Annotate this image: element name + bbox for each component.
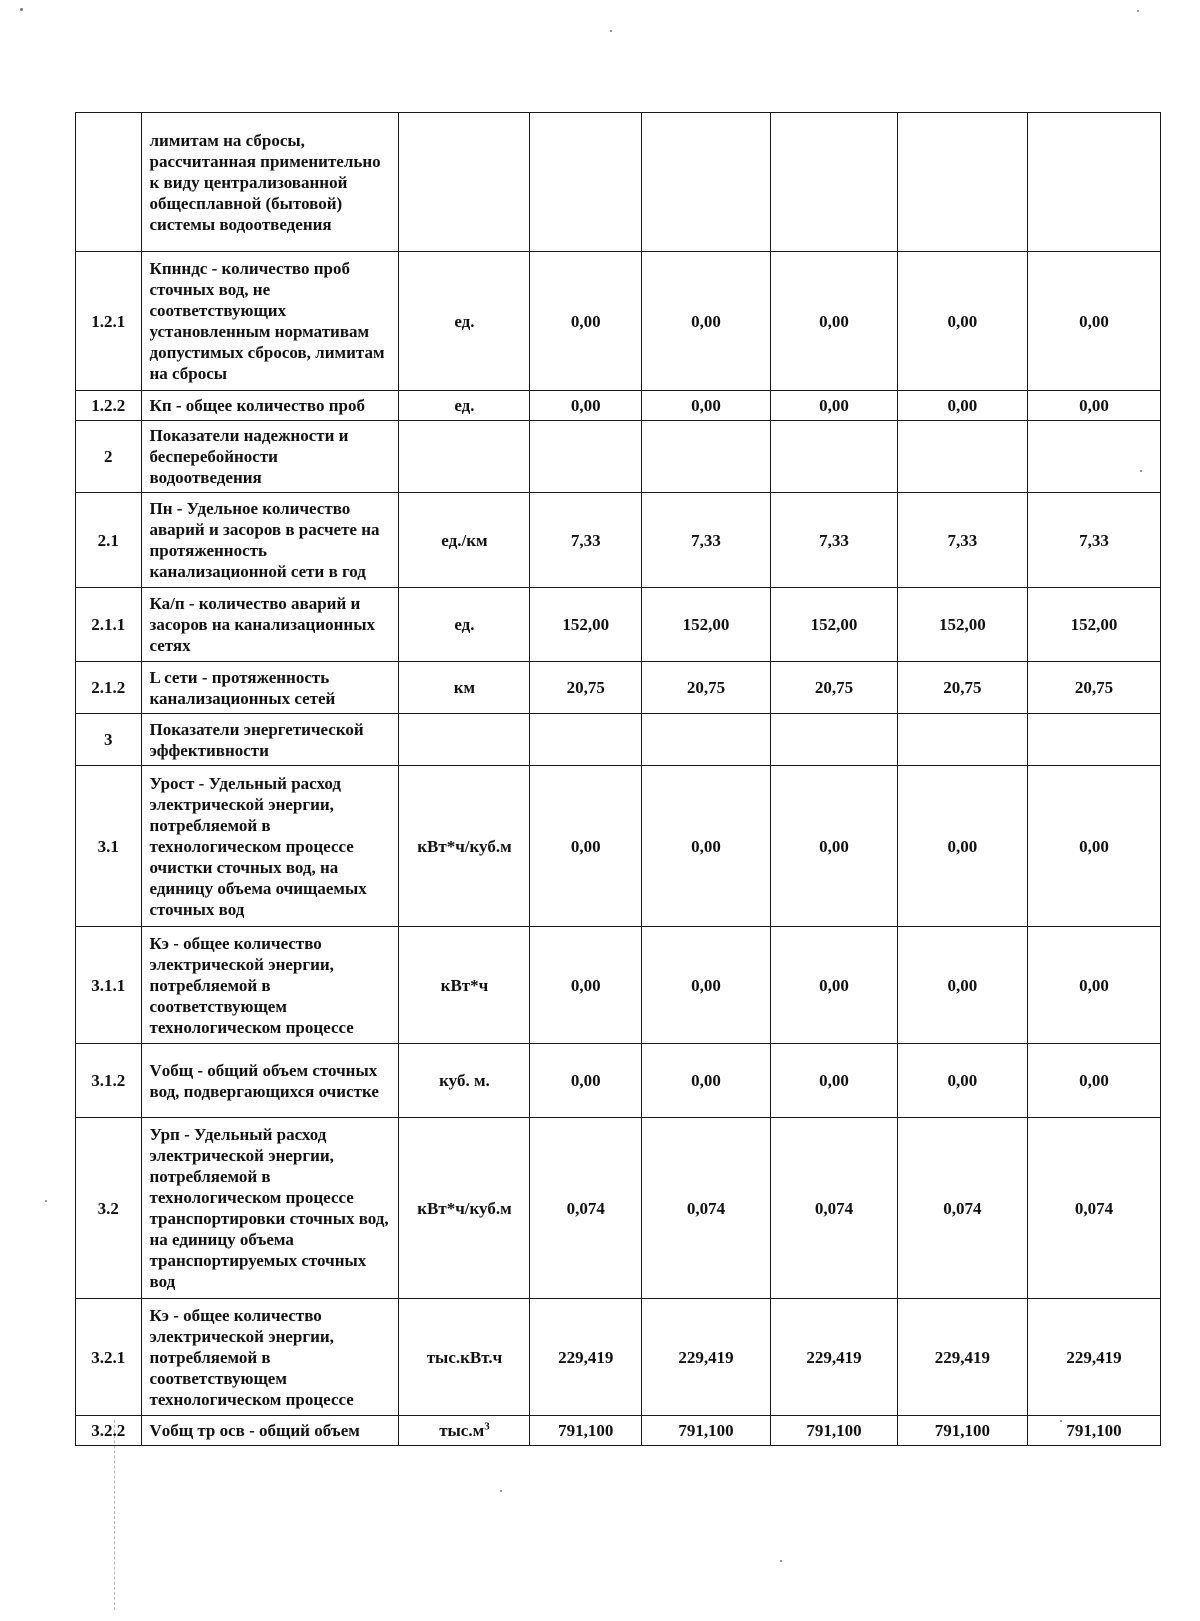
indicator-name: Кпнндс - количество проб сточных вод, не соответствующих установленным нормативам допустимых сбросов, лимитам на сбросы bbox=[141, 252, 399, 391]
value-cell: 0,00 bbox=[642, 1044, 771, 1118]
value-cell: 0,074 bbox=[642, 1118, 771, 1299]
unit-cell: ед. bbox=[399, 391, 530, 421]
value-cell: 7,33 bbox=[530, 493, 642, 588]
scan-artifact-line bbox=[114, 1420, 115, 1610]
table-row bbox=[76, 1044, 1161, 1118]
value-cell bbox=[897, 113, 1027, 252]
value-cell bbox=[1027, 421, 1160, 493]
value-cell: 229,419 bbox=[1027, 1299, 1160, 1416]
value-cell: 0,00 bbox=[642, 252, 771, 391]
indicator-name: Кп - общее количество проб bbox=[141, 391, 399, 421]
value-cell bbox=[770, 421, 897, 493]
value-cell: 229,419 bbox=[530, 1299, 642, 1416]
value-cell: 152,00 bbox=[530, 588, 642, 662]
unit-cell: кВт*ч/куб.м bbox=[399, 1118, 530, 1299]
unit-cell bbox=[399, 1416, 530, 1446]
indicator-name: Ка/п - количество аварий и засоров на канализационных сетях bbox=[141, 588, 399, 662]
table-row bbox=[76, 662, 1161, 714]
value-cell bbox=[1027, 714, 1160, 766]
indicator-name: Показатели энергетической эффективности bbox=[141, 714, 399, 766]
value-cell bbox=[642, 113, 771, 252]
row-number: 3.2 bbox=[76, 1118, 142, 1299]
row-number: 3.2.1 bbox=[76, 1299, 142, 1416]
indicator-name: Vобщ - общий объем сточных вод, подвергающихся очистке bbox=[141, 1044, 399, 1118]
value-cell: 0,00 bbox=[1027, 1044, 1160, 1118]
indicator-name: Урп - Удельный расход электрической энергии, потребляемой в технологическом процессе транспортировки сточных вод, на единицу объема транспортируемых сточных вод bbox=[141, 1118, 399, 1299]
value-cell: 0,00 bbox=[770, 1044, 897, 1118]
unit-cell: км bbox=[399, 662, 530, 714]
unit-cell bbox=[399, 113, 530, 252]
value-cell bbox=[770, 113, 897, 252]
value-cell: 0,00 bbox=[1027, 252, 1160, 391]
value-cell bbox=[770, 714, 897, 766]
value-cell: 791,100 bbox=[897, 1416, 1027, 1446]
table-row bbox=[76, 588, 1161, 662]
value-cell: 7,33 bbox=[770, 493, 897, 588]
unit-cell bbox=[399, 714, 530, 766]
indicator-name: Vобщ тр осв - общий объем bbox=[141, 1416, 399, 1446]
value-cell: 0,00 bbox=[530, 766, 642, 927]
value-cell: 152,00 bbox=[1027, 588, 1160, 662]
scan-speck bbox=[1137, 10, 1139, 12]
value-cell: 791,100 bbox=[530, 1416, 642, 1446]
value-cell: 0,00 bbox=[642, 927, 771, 1044]
scan-speck bbox=[500, 1490, 502, 1492]
row-number: 3 bbox=[76, 714, 142, 766]
table-row bbox=[76, 421, 1161, 493]
unit-cell: кВт*ч bbox=[399, 927, 530, 1044]
value-cell: 229,419 bbox=[642, 1299, 771, 1416]
value-cell bbox=[642, 714, 771, 766]
value-cell: 0,00 bbox=[530, 1044, 642, 1118]
value-cell: 7,33 bbox=[897, 493, 1027, 588]
row-number: 2 bbox=[76, 421, 142, 493]
row-number: 2.1 bbox=[76, 493, 142, 588]
unit-cell: куб. м. bbox=[399, 1044, 530, 1118]
value-cell: 0,00 bbox=[770, 927, 897, 1044]
scan-speck bbox=[45, 1200, 47, 1202]
row-number bbox=[76, 113, 142, 252]
unit-cell: тыс.кВт.ч bbox=[399, 1299, 530, 1416]
value-cell bbox=[1027, 113, 1160, 252]
scan-speck bbox=[20, 8, 23, 11]
table-row bbox=[76, 493, 1161, 588]
table-row bbox=[76, 391, 1161, 421]
value-cell: 0,074 bbox=[897, 1118, 1027, 1299]
indicators-table bbox=[75, 112, 1161, 1446]
unit-base: тыс.м bbox=[439, 1421, 485, 1440]
row-number: 2.1.2 bbox=[76, 662, 142, 714]
value-cell: 0,00 bbox=[897, 391, 1027, 421]
value-cell: 0,00 bbox=[1027, 766, 1160, 927]
indicator-name: лимитам на сбросы, рассчитанная применительно к виду централизованной общесплавной (бытовой) системы водоотведения bbox=[141, 113, 399, 252]
value-cell: 152,00 bbox=[770, 588, 897, 662]
table-row bbox=[76, 1299, 1161, 1416]
value-cell: 229,419 bbox=[770, 1299, 897, 1416]
value-cell: 0,00 bbox=[1027, 927, 1160, 1044]
value-cell bbox=[530, 714, 642, 766]
value-cell: 0,00 bbox=[1027, 391, 1160, 421]
indicator-name: Показатели надежности и бесперебойности водоотведения bbox=[141, 421, 399, 493]
value-cell: 791,100 bbox=[642, 1416, 771, 1446]
value-cell: 0,00 bbox=[642, 766, 771, 927]
value-cell bbox=[642, 421, 771, 493]
value-cell bbox=[530, 113, 642, 252]
value-cell: 0,00 bbox=[897, 927, 1027, 1044]
row-number: 3.2.2 bbox=[76, 1416, 142, 1446]
unit-superscript: 3 bbox=[484, 1420, 490, 1433]
value-cell bbox=[897, 714, 1027, 766]
table-row bbox=[76, 1118, 1161, 1299]
value-cell: 0,00 bbox=[530, 927, 642, 1044]
value-cell: 20,75 bbox=[770, 662, 897, 714]
value-cell: 0,00 bbox=[642, 391, 771, 421]
value-cell: 791,100 bbox=[1027, 1416, 1160, 1446]
table-row bbox=[76, 714, 1161, 766]
scan-speck bbox=[780, 1560, 782, 1562]
table-row bbox=[76, 252, 1161, 391]
value-cell: 0,074 bbox=[530, 1118, 642, 1299]
value-cell: 0,00 bbox=[897, 766, 1027, 927]
value-cell: 0,00 bbox=[897, 1044, 1027, 1118]
row-number: 1.2.2 bbox=[76, 391, 142, 421]
value-cell: 7,33 bbox=[1027, 493, 1160, 588]
value-cell: 0,00 bbox=[530, 391, 642, 421]
row-number: 1.2.1 bbox=[76, 252, 142, 391]
value-cell: 152,00 bbox=[642, 588, 771, 662]
table-row bbox=[76, 766, 1161, 927]
row-number: 2.1.1 bbox=[76, 588, 142, 662]
indicator-name: Пн - Удельное количество аварий и засоров в расчете на протяженность канализационной сети в год bbox=[141, 493, 399, 588]
value-cell: 7,33 bbox=[642, 493, 771, 588]
value-cell: 0,074 bbox=[1027, 1118, 1160, 1299]
row-number: 3.1 bbox=[76, 766, 142, 927]
unit-cell: ед./км bbox=[399, 493, 530, 588]
indicator-name: Кэ - общее количество электрической энергии, потребляемой в соответствующем технологическом процессе bbox=[141, 1299, 399, 1416]
scan-speck bbox=[610, 30, 612, 32]
unit-cell: ед. bbox=[399, 588, 530, 662]
value-cell: 0,00 bbox=[770, 252, 897, 391]
unit-cell: ед. bbox=[399, 252, 530, 391]
value-cell: 152,00 bbox=[897, 588, 1027, 662]
value-cell: 229,419 bbox=[897, 1299, 1027, 1416]
value-cell: 0,00 bbox=[770, 391, 897, 421]
value-cell bbox=[530, 421, 642, 493]
value-cell: 0,00 bbox=[530, 252, 642, 391]
value-cell bbox=[897, 421, 1027, 493]
value-cell: 20,75 bbox=[530, 662, 642, 714]
table-row bbox=[76, 113, 1161, 252]
row-number: 3.1.1 bbox=[76, 927, 142, 1044]
value-cell: 0,00 bbox=[770, 766, 897, 927]
table-row bbox=[76, 1416, 1161, 1446]
indicator-name: Урост - Удельный расход электрической энергии, потребляемой в технологическом процессе очистки сточных вод, на единицу объема очищаемых сточных вод bbox=[141, 766, 399, 927]
value-cell: 0,074 bbox=[770, 1118, 897, 1299]
value-cell: 20,75 bbox=[642, 662, 771, 714]
value-cell: 791,100 bbox=[770, 1416, 897, 1446]
indicator-name: L сети - протяженность канализационных сетей bbox=[141, 662, 399, 714]
unit-cell: кВт*ч/куб.м bbox=[399, 766, 530, 927]
value-cell: 0,00 bbox=[897, 252, 1027, 391]
table-row bbox=[76, 927, 1161, 1044]
unit-cell bbox=[399, 421, 530, 493]
row-number: 3.1.2 bbox=[76, 1044, 142, 1118]
value-cell: 20,75 bbox=[897, 662, 1027, 714]
value-cell: 20,75 bbox=[1027, 662, 1160, 714]
indicator-name: Кэ - общее количество электрической энергии, потребляемой в соответствующем технологическом процессе bbox=[141, 927, 399, 1044]
